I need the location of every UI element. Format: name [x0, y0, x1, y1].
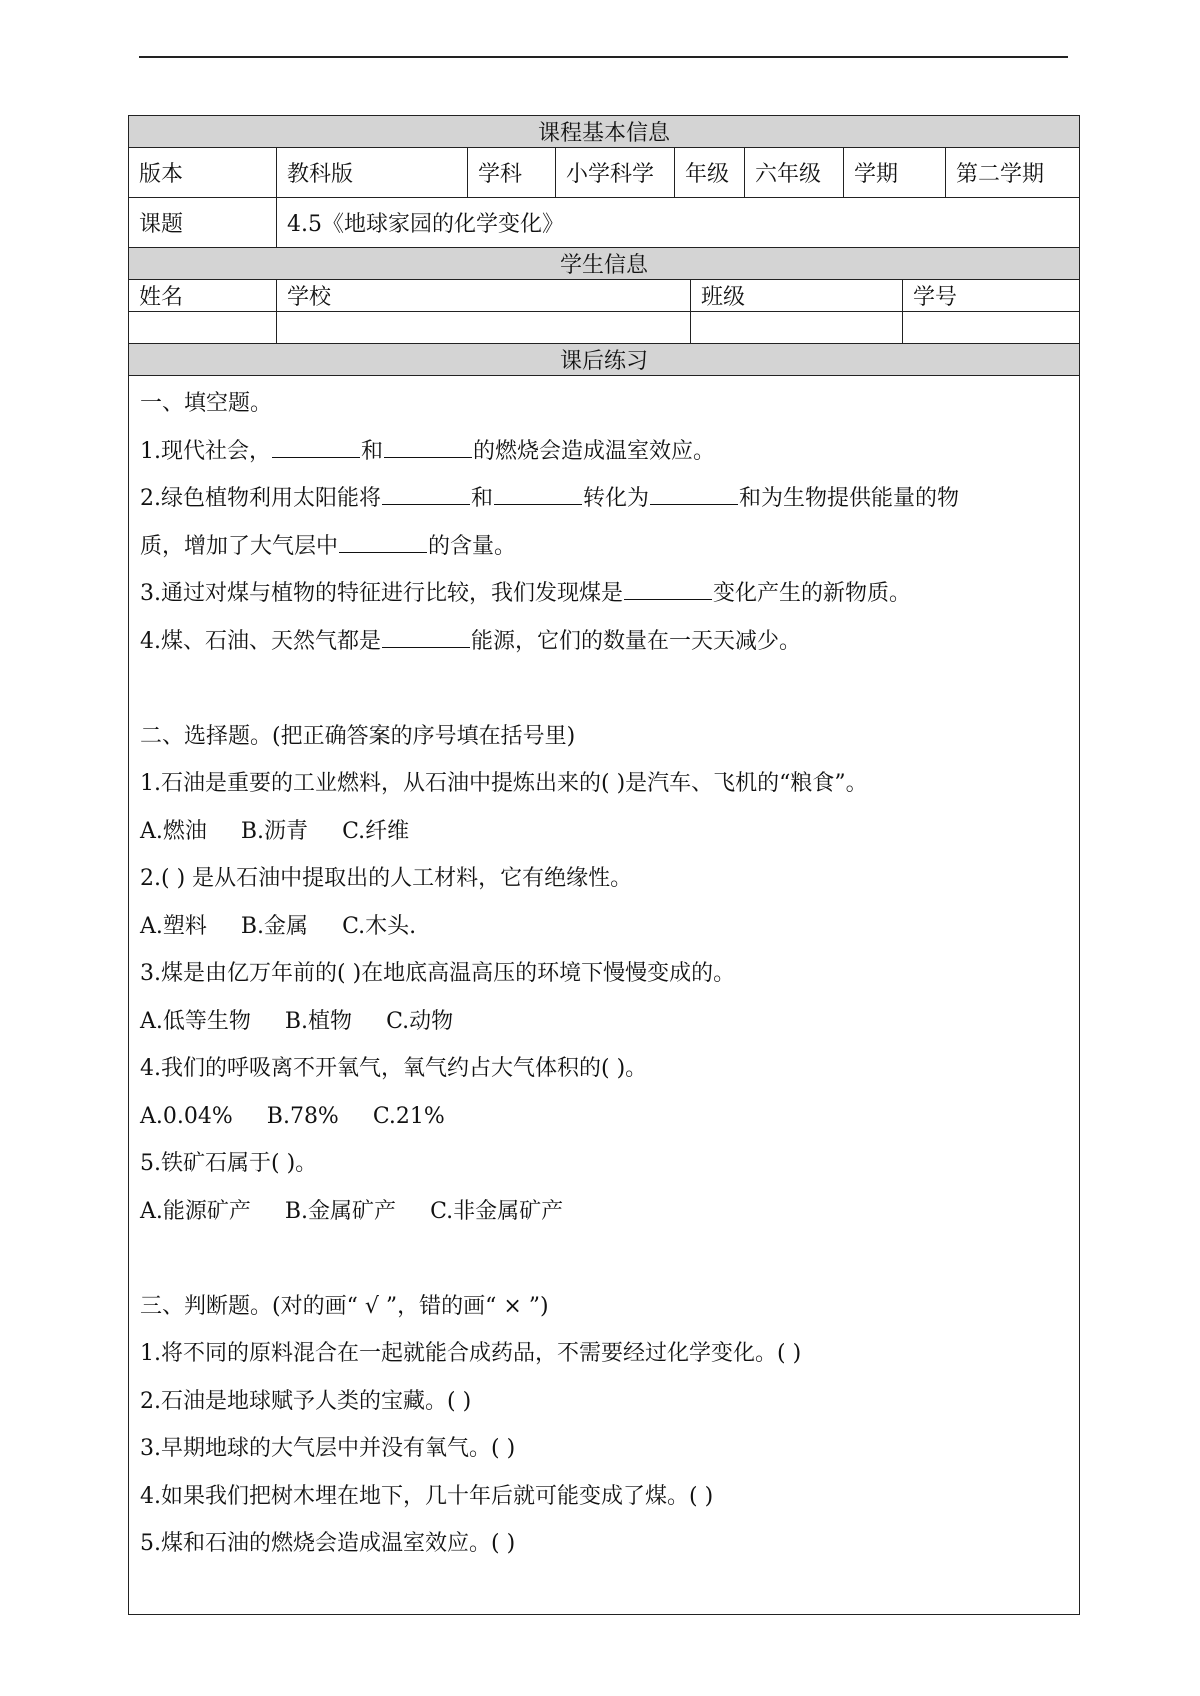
judge-item-1: 1.将不同的原料混合在一起就能合成药品，不需要经过化学变化。( )	[140, 1341, 802, 1366]
student-info-row	[129, 280, 1079, 312]
answer-blank[interactable]	[339, 532, 427, 553]
option-a: A.塑料	[140, 913, 207, 939]
option-a: A.低等生物	[140, 1008, 251, 1034]
option-a: A.能源矿产	[140, 1198, 251, 1224]
worksheet-table	[128, 115, 1080, 1615]
subject-value: 小学科学	[556, 148, 675, 197]
exercise-content	[129, 376, 1079, 1568]
course-info-title: 课程基本信息	[537, 121, 670, 146]
term-label: 学期	[844, 148, 946, 197]
exercise-header	[129, 344, 1079, 376]
school-field[interactable]	[277, 312, 691, 343]
choice-options-5	[140, 1188, 1079, 1236]
header-rule	[139, 56, 1068, 58]
number-label: 学号	[913, 285, 958, 310]
edition-label: 版本	[129, 148, 277, 197]
option-b: B.78%	[266, 1103, 339, 1129]
option-c: C.纤维	[342, 818, 410, 844]
answer-blank[interactable]	[272, 437, 360, 458]
subject-label: 学科	[468, 148, 556, 197]
choice-question-4: 4.我们的呼吸离不开氧气，氧气约占大气体积的( )。	[140, 1056, 648, 1081]
judge-item-4: 4.如果我们把树木埋在地下，几十年后就可能变成了煤。( )	[140, 1483, 714, 1509]
class-label: 班级	[691, 280, 903, 311]
term-value: 第二学期	[956, 162, 1045, 187]
student-info-header	[129, 248, 1079, 280]
option-a: A.燃油	[140, 818, 207, 844]
section-spacer	[140, 1235, 1079, 1283]
grade-value: 六年级	[745, 148, 844, 197]
judge-item-3: 3.早期地球的大气层中并没有氧气。( )	[140, 1436, 516, 1461]
choice-options-4	[140, 1093, 1079, 1141]
answer-blank[interactable]	[384, 437, 472, 458]
answer-blank[interactable]	[624, 579, 712, 600]
topic-row	[129, 198, 1079, 248]
option-c: C.非金属矿产	[430, 1198, 564, 1224]
name-field[interactable]	[129, 312, 277, 343]
choice-question-2: 2.( ) 是从石油中提取出的人工材料，它有绝缘性。	[140, 866, 633, 891]
topic-label: 课题	[129, 198, 277, 247]
exercise-title: 课后练习	[559, 349, 648, 374]
option-c: C.21%	[372, 1103, 445, 1129]
section-judge-title: 三、判断题。(对的画“ √ ”，错的画“ × ”)	[140, 1293, 549, 1319]
section-fill-blank-title: 一、填空题。	[140, 391, 273, 416]
choice-question-1: 1.石油是重要的工业燃料，从石油中提炼出来的( )是汽车、飞机的“粮食”。	[140, 771, 868, 796]
answer-blank[interactable]	[494, 484, 582, 505]
choice-question-3: 3.煤是由亿万年前的( )在地底高温高压的环境下慢慢变成的。	[140, 961, 736, 986]
fill-question-4: 4.煤、石油、天然气都是 能源，它们的数量在一天天减少。	[140, 628, 802, 654]
option-b: B.金属	[240, 913, 309, 939]
choice-options-3	[140, 998, 1079, 1046]
option-b: B.金属矿产	[284, 1198, 397, 1224]
option-b: B.植物	[284, 1008, 353, 1034]
judge-item-5: 5.煤和石油的燃烧会造成温室效应。( )	[140, 1531, 516, 1556]
option-a: A.0.04%	[140, 1103, 233, 1129]
grade-label: 年级	[675, 148, 745, 197]
option-c: C.动物	[386, 1008, 454, 1034]
fill-question-3: 3.通过对煤与植物的特征进行比较，我们发现煤是 变化产生的新物质。	[140, 581, 912, 606]
student-info-fill-row	[129, 312, 1079, 344]
fill-question-1: 1.现代社会， 和 的燃烧会造成温室效应。	[140, 438, 716, 464]
judge-item-2: 2.石油是地球赋予人类的宝藏。( )	[140, 1388, 472, 1414]
course-info-row	[129, 148, 1079, 198]
fill-question-2: 2.绿色植物利用太阳能将 和 转化为 和为生物提供能量的物	[140, 486, 960, 511]
school-label: 学校	[277, 280, 691, 311]
choice-question-5: 5.铁矿石属于( )。	[140, 1151, 318, 1176]
edition-value: 教科版	[277, 148, 468, 197]
choice-options-2	[140, 903, 1079, 951]
fill-question-2-continued: 质，增加了大气层中 的含量。	[140, 533, 517, 559]
answer-blank[interactable]	[382, 484, 470, 505]
option-c: C.木头.	[342, 913, 417, 939]
topic-value: 4.5《地球家园的化学变化》	[287, 212, 564, 237]
number-field[interactable]	[903, 312, 1079, 343]
section-spacer	[140, 665, 1079, 713]
option-b: B.沥青	[240, 818, 309, 844]
section-choice-title: 二、选择题。(把正确答案的序号填在括号里)	[140, 723, 576, 749]
choice-options-1	[140, 808, 1079, 856]
student-info-title: 学生信息	[559, 253, 648, 278]
class-field[interactable]	[691, 312, 903, 343]
answer-blank[interactable]	[650, 484, 738, 505]
answer-blank[interactable]	[382, 627, 470, 648]
course-info-header	[129, 116, 1079, 148]
name-label: 姓名	[129, 280, 277, 311]
